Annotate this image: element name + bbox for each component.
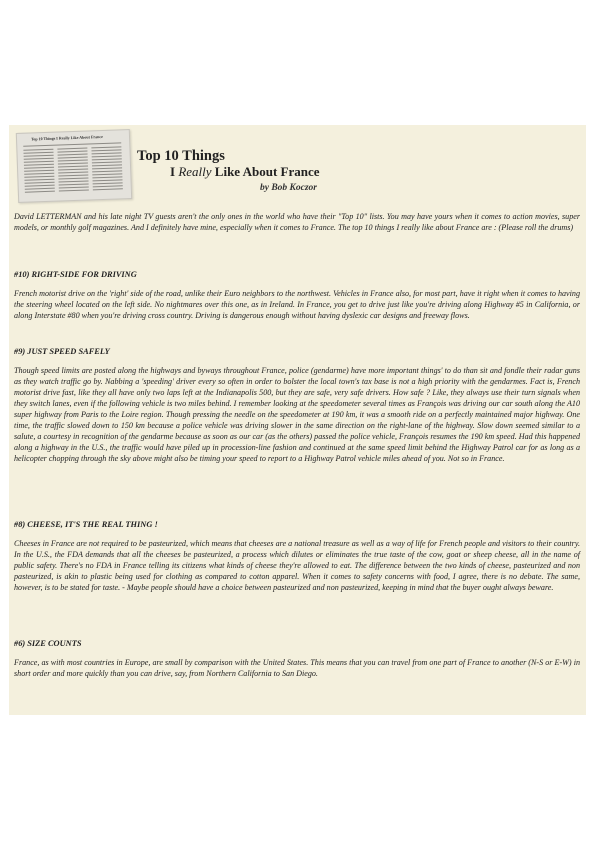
article-page: [9, 125, 586, 715]
section-text-8: Cheeses in France are not required to be pasteurized, which means that cheeses are a national treasure as well as a way of life for French people and visitors to their country. In the U.S., the FDA demands that all the cheeses be pasteurized, a process which dilutes or eliminates the true taste of the cow, goat or sheep cheese, all in the name of public safety. There's no FDA in France telling its citizens what kinds of cheese they're allowed to eat. The difference between the two kinds of cheese, pasteurized and non pasteurized, is akin to plastic being used for clothing as compared to cotton apparel. When it comes to safety concerns with food, I agree, there is no debate. The same, however, is to be stated for taste. - Maybe people should have a choice between pasteurized and non pasteurized, keeping in mind that the buyer ought always beware.: [14, 539, 580, 592]
article-byline: by Bob Koczor: [260, 183, 317, 193]
article-title: Top 10 Things: [137, 148, 225, 164]
section-text-10: French motorist drive on the 'right' side of the road, unlike their Euro neighbors to the northwest. Vehicles in France also, for most part, have it right when it comes to having the steering wheel located on the left side. No nightmares over this one, as in Ireland. In France, you get to drive just like you're driving along Highway #5 in California, or along Interstate #80 when you're driving cross country. Driving is dangerous enough without having dyslexic car designs and freeway flows.: [14, 289, 580, 320]
subtitle-word-i: I: [170, 164, 176, 179]
subtitle-rest: Like About France: [214, 164, 320, 179]
clipping-headline: Top 10 Things I Really Like About France: [30, 133, 103, 142]
section-text-6: France, as with most countries in Europe, are small by comparison with the United States. This means that you can travel from one part of France to another (N-S or E-W) in short order and more quickly than you can drive, say, from Northern California to San Diego.: [14, 658, 580, 678]
subtitle-word-really: Really: [178, 164, 212, 179]
section-heading-9: #9) JUST SPEED SAFELY: [14, 347, 110, 356]
newspaper-clipping-image: [16, 129, 132, 203]
section-heading-10: #10) RIGHT-SIDE FOR DRIVING: [14, 270, 137, 279]
section-text-9: Though speed limits are posted along the highways and byways throughout France, police (gendarme) have more important things' to do than sit and fondle their radar guns as they watch traffic go by. Nabbing a 'speeding' driver every so often in order to bolster the local town's tax base is not a high priority with the gendarmes. Fact is, French motorist drive fast, like they all have only two laps left at the Indianapolis 500, but they are safe, very safe drivers. How safe ? Like, they always use their turn signals when they switch lanes, even if the following vehicle is two miles behind. I remember looking at the speedometer several times as François was driving our car south along the A10 super highway from Paris to the Loire region. Though pressing the needle on the speedometer at 190 km, it was a smooth ride on a perfectly maintained major highway. One time, the traffic slowed down to 150 km because a police vehicle was driving slower in the same direction on the right-lane of the highway. Slow down seemed similar to a salute, a courtesy in recognition of the gendarme because as soon as our car (as the others) passed the police vehicle, François resumes the 190 km speed. Had this happened along a highway in the U.S., the traffic would have piled up in procession-line fashion and continued at the same speed limit behind the Highway Patrol car for as long as a helicopter chopping through the sky above might also be timing your speed to report to a Highway Patrol vehicle miles ahead of you. Not so in France.: [14, 366, 580, 463]
intro-paragraph: David LETTERMAN and his late night TV guests aren't the only ones in the world who have their "Top 10" lists. You may have yours when it comes to action movies, super models, or monthly golf magazines. And I definitely have mine, especially when it comes to France. The top 10 things I really like about France are : (Please roll the drums): [14, 212, 580, 232]
article-subtitle: [170, 164, 320, 180]
section-heading-6: #6) SIZE COUNTS: [14, 639, 82, 648]
section-heading-8: #8) CHEESE, IT'S THE REAL THING !: [14, 520, 158, 529]
